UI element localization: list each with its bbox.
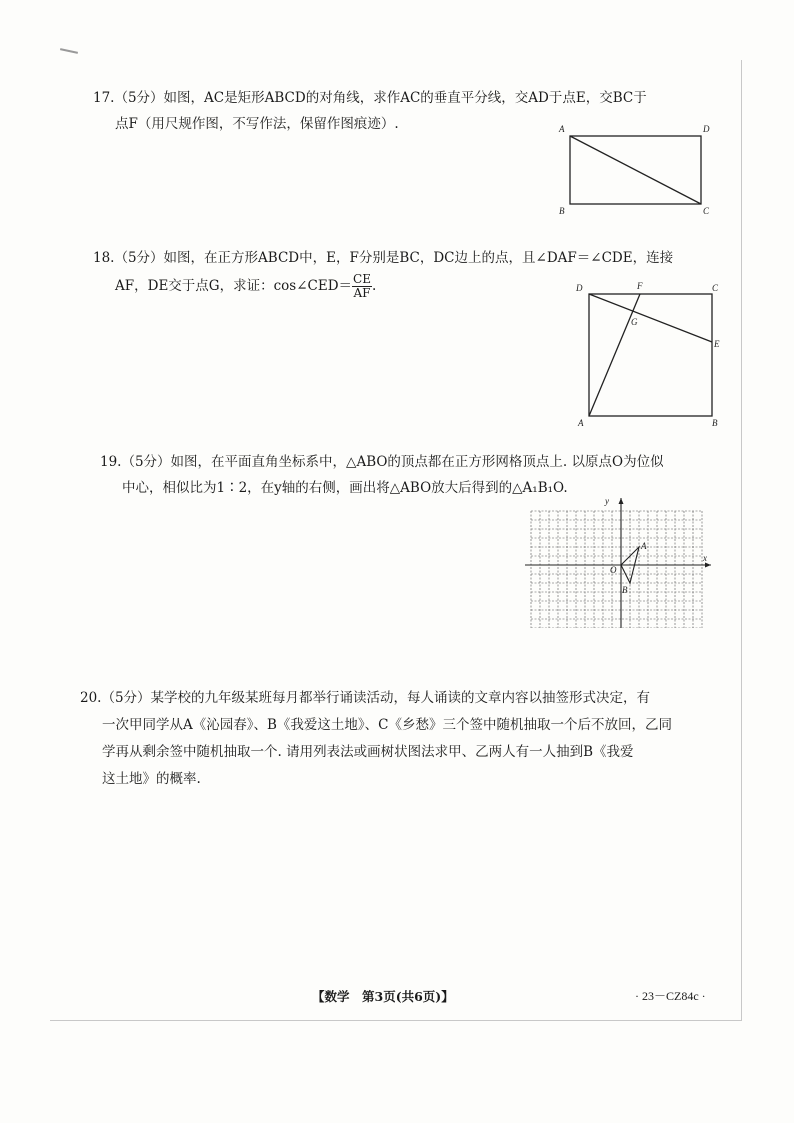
fraction-ce-over-af — [352, 273, 372, 300]
label-o: O — [610, 565, 617, 575]
label-b: B — [712, 418, 718, 428]
question-18-line-1: 18.（5分）如图，在正方形ABCD中，E，F分别是BC，DC边上的点，且∠DAF＝∠CDE，连接 — [93, 250, 674, 266]
y-axis-arrow — [619, 498, 624, 504]
square-abcd-figure — [570, 280, 725, 430]
label-b: B — [559, 206, 565, 216]
fraction-denominator: AF — [353, 286, 371, 300]
label-d: D — [576, 283, 583, 293]
label-d: D — [703, 124, 710, 134]
question-18-line-2-end: . — [371, 278, 377, 294]
question-17-line-1: 17.（5分）如图，AC是矩形ABCD的对角线，求作AC的垂直平分线，交AD于点E，交BC于 — [93, 90, 647, 106]
rectangle-abcd-figure — [555, 122, 720, 218]
label-b: B — [622, 585, 628, 595]
question-19-line-2: 中心，相似比为1∶2，在y轴的右侧，画出将△ABO放大后得到的△A₁B₁O. — [122, 480, 568, 496]
question-17-line-2: 点F（用尺规作图，不写作法，保留作图痕迹）. — [115, 116, 399, 132]
fraction-numerator: CE — [353, 272, 371, 286]
scan-edge-bottom — [50, 1020, 742, 1021]
scan-mark-top — [60, 48, 78, 54]
question-20-line-2: 一次甲同学从A《沁园春》、B《我爱这土地》、C《乡愁》三个签中随机抽取一个后不放回，乙同 — [102, 717, 672, 733]
grid-lines — [531, 511, 702, 628]
label-c: C — [703, 206, 710, 216]
label-c: C — [712, 283, 719, 293]
question-18-line-2-text: AF，DE交于点G，求证：cos∠CED＝ — [115, 278, 353, 294]
question-19-line-1: 19.（5分）如图，在平面直角坐标系中，△ABO的顶点都在正方形网格顶点上. 以原点O为位似 — [100, 454, 664, 470]
question-20-line-3: 学再从剩余签中随机抽取一个. 请用列表法或画树状图法求甲、乙两人有一人抽到B《我爱 — [102, 744, 634, 760]
question-20 — [80, 685, 740, 793]
label-a: A — [578, 418, 584, 428]
label-e: E — [714, 339, 720, 349]
label-a: A — [559, 124, 565, 134]
label-x: x — [703, 553, 707, 563]
label-f: F — [637, 281, 643, 291]
page-footer-code: · 23－CZ84c · — [635, 989, 706, 1003]
coordinate-grid-figure — [525, 493, 715, 628]
label-a: A — [641, 541, 647, 551]
question-20-line-1: 20.（5分）某学校的九年级某班每月都举行诵读活动，每人诵读的文章内容以抽签形式决定，有 — [80, 690, 651, 706]
question-20-line-4: 这土地》的概率. — [102, 771, 201, 787]
label-y: y — [605, 496, 609, 506]
scan-edge-right — [741, 60, 742, 1020]
page-footer-center: 【数学 第3页(共6页)】 — [312, 989, 454, 1004]
x-axis-arrow — [705, 563, 711, 568]
label-g: G — [631, 317, 638, 327]
